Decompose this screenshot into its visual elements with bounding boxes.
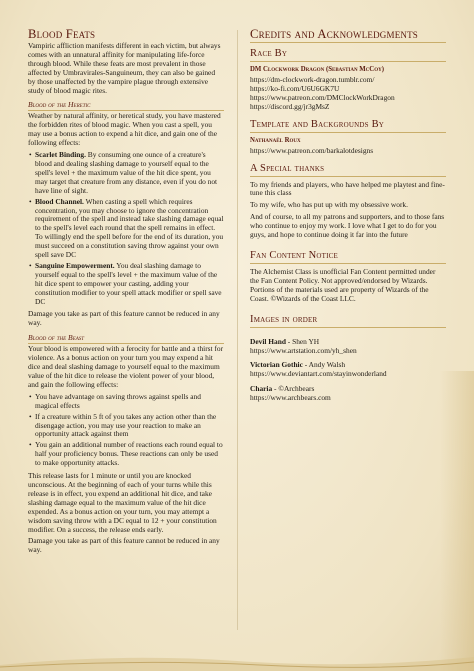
template-author: Nathanaël Roux <box>250 136 301 144</box>
heretic-heading: Blood of the Heretic <box>28 100 224 111</box>
item-name: Blood Channel. <box>35 196 84 206</box>
footer-swirl-icon <box>0 649 474 671</box>
list-item <box>29 150 224 196</box>
credits-title: Credits and Acknowledgments <box>250 28 446 43</box>
thanks-paragraph: To my wife, who has put up with my obsessive work. <box>250 200 408 210</box>
image-title: Devil Hand <box>250 336 286 346</box>
race-heading: Race By <box>250 47 446 62</box>
images-heading: Images in order <box>250 313 446 328</box>
footer-ornament <box>0 649 474 671</box>
fan-content-heading: Fan Content Notice <box>250 249 446 264</box>
list-item <box>29 260 224 307</box>
page-edge-ornament <box>440 371 474 671</box>
race-link[interactable]: https://ko-fi.com/U6U6GK7U <box>250 83 340 93</box>
image-title: Charia <box>250 384 273 394</box>
list-item <box>29 196 224 260</box>
heretic-body: Weather by natural affinity, or heretical study, you have mastered the forbidden rites of blood magic. When you cast a spell, you may use a bonus action to expend a hit dice, and gain one of the following effects: <box>28 111 221 148</box>
race-author: DM Clockwork Dragon (Sebastian McCoy) <box>250 66 384 73</box>
image-link[interactable]: https://www.artstation.com/yh_shen <box>250 345 357 355</box>
image-link[interactable]: https://www.deviantart.com/stayinwonderland <box>250 369 387 379</box>
template-link[interactable]: https://www.patreon.com/barkalotdesigns <box>250 145 374 155</box>
item-text: By consuming one ounce of a creature's blood and dealing slashing damage to yourself equal to the spell's level + the maximum value of the hit dice spent, you may target that creature from any distance, even if you do not have line of sight. <box>35 150 218 195</box>
item-name: Sanguine Empowerment. <box>35 260 115 270</box>
image-credit <box>250 338 446 356</box>
race-link[interactable]: https://www.patreon.com/DMClockWorkDragon <box>250 92 395 102</box>
heretic-note: Damage you take as part of this feature cannot be reduced in any way. <box>28 309 220 328</box>
list-item <box>29 411 224 440</box>
image-artist: - Andy Walsh <box>302 360 346 370</box>
beast-note: Damage you take as part of this feature cannot be reduced in any way. <box>28 536 220 555</box>
thanks-paragraph: To my friends and players, who have helped me playtest and fine-tune this class <box>250 179 445 198</box>
image-link[interactable]: https://www.archbears.com <box>250 393 331 403</box>
bullet-icon: • <box>29 150 32 160</box>
blood-feats-intro: Vampiric affliction manifests different in each victim, but always comes with an unnatural affinity for manipulating life-force through blood. While these feats are most prevalent in those affected by Umbravirales-Sanguineum, they can also be gained by those unaffected by the vampire plague through extensive study of blood magic rites. <box>28 41 221 95</box>
thanks-heading: A Special thanks <box>250 162 446 177</box>
image-credit <box>250 385 446 403</box>
item-text: When casting a spell which requires concentration, you may choose to ignore the concentration requirement of the spell and instead take slashing damage equal to the spell's level each round that the spell remains in effect. To willingly end the spell before for the end of its duration, you must succeed on a constitution saving throw against your own spell save DC <box>35 196 224 260</box>
beast-release: This release lasts for 1 minute or until you are knocked unconscious. At the beginning of each of your turns while this release is in effect, you expend an additional hit dice, and take slashing damage equal to the maximum value of the hit dice expended. As a bonus action on your turn, you may attempt a wisdom saving throw with a DC equal to 12 + your constitution modifier. On a success, the release ends early. <box>28 471 217 534</box>
template-heading: Template and Backgrounds By <box>250 118 446 133</box>
heretic-list <box>28 151 224 306</box>
list-item <box>29 391 224 411</box>
beast-body: Your blood is empowered with a ferocity for battle and a thirst for violence. As a bonus action on your turn you may expend a hit dice and deal slashing damage to yourself equal to the maximum value of the hit dice to release the violent power of your blood, and gain the following effects: <box>28 344 224 389</box>
item-text: You deal slashing damage to yourself equal to the spell's level + the maximum value of the hit dice spent to empower your casting, adding your constitution modifier to your spell attack modifier or spell save DC <box>35 260 222 306</box>
blood-feats-title: Blood Feats <box>28 27 96 41</box>
list-item <box>29 440 224 468</box>
image-title: Victorian Gothic <box>250 360 303 370</box>
bullet-icon: • <box>29 260 32 270</box>
bullet-icon: • <box>29 196 32 206</box>
right-column <box>250 28 446 403</box>
beast-list <box>28 393 224 468</box>
bullet-icon: • <box>29 411 32 421</box>
beast-heading: Blood of the Beast <box>28 333 224 344</box>
bullet-icon: • <box>29 440 32 450</box>
race-link[interactable]: https://dm-clockwork-dragon.tumblr.com/ <box>250 75 375 84</box>
fan-content-text: The Alchemist Class is unofficial Fan Content permitted under the Fan Content Policy. Not approved/endorsed by Wizards. Portions of the materials used are property of Wizards of the Coast. ©Wizards of the Coast LLC. <box>250 266 436 303</box>
item-text: If a creature within 5 ft of you takes any action other than the disengage action, you may use your reaction to make an opportunity attack against them <box>35 411 217 439</box>
image-artist: - ©Archbears <box>272 384 315 394</box>
image-artist: - Shen YH <box>285 336 320 346</box>
image-credit <box>250 361 446 379</box>
left-column <box>28 28 224 558</box>
item-text: You have advantage on saving throws against spells and magical effects <box>35 391 201 410</box>
item-name: Scarlet Binding. <box>35 150 86 160</box>
race-link[interactable]: https://discord.gg/jr3gMsZ <box>250 101 330 111</box>
thanks-paragraph: And of course, to all my patrons and supporters, and to those fans who continue to enjoy my work. I love what I get to do for you guys, and hope to continue doing it far into the future <box>250 212 445 240</box>
item-text: You gain an additional number of reactions each round equal to half your proficiency bonus. These reactions can only be used to make opportunity attacks. <box>35 440 223 468</box>
column-divider <box>237 30 238 630</box>
bullet-icon: • <box>29 391 32 401</box>
